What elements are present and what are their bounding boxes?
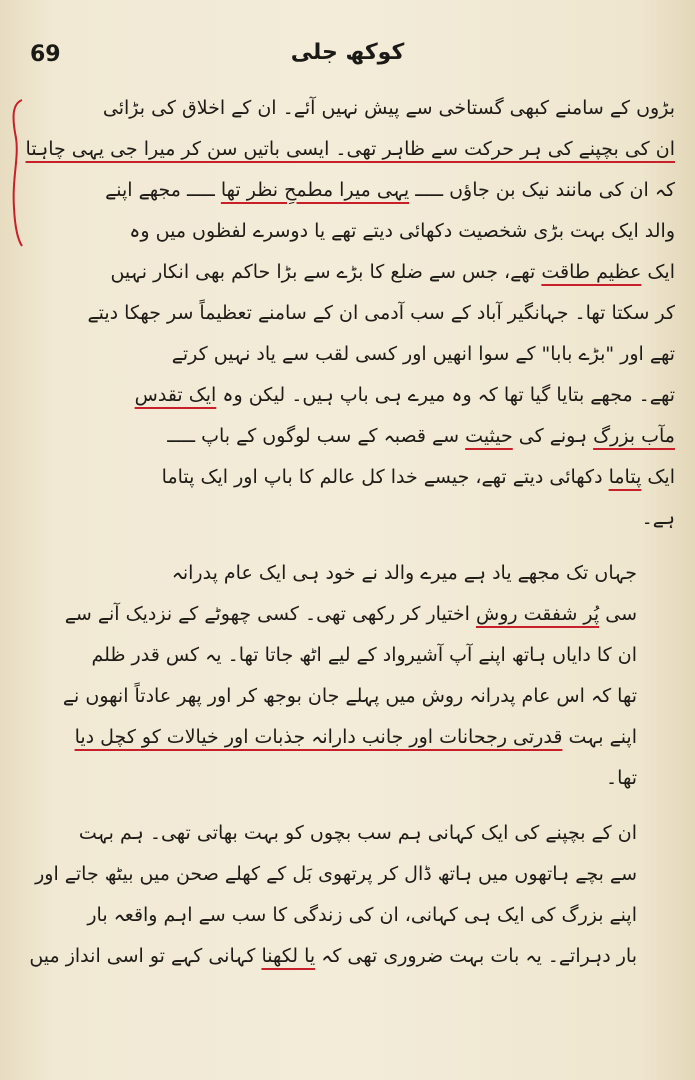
text-line <box>20 129 675 170</box>
text-line <box>20 211 675 252</box>
text-segment: کہانی کہے تو اسی انداز میں <box>29 945 262 967</box>
underlined-phrase: ان کی بچپنے کی ہر حرکت سے ظاہر تھی۔ ایسی باتیں سن کر میرا جی یہی چاہتا <box>25 138 675 160</box>
text-line <box>20 717 675 758</box>
text-line <box>20 252 675 293</box>
text-segment: دکھائی دیتے تھے، جیسے خدا کل عالم کا باپ اور ایک پتاما <box>161 466 609 488</box>
text-segment: والد ایک بہت بڑی شخصیت دکھائی دیتے تھے یا دوسرے لفظوں میں وہ <box>129 220 675 242</box>
text-segment: تھے، جس سے ضلع کا بڑے سے بڑا حاکم بھی انکار نہیں <box>110 261 542 283</box>
running-title: کوکھ جلی <box>290 40 405 65</box>
text-segment: تھا کہ اس عام پدرانہ روش میں پہلے جان بوجھ کر اور پھر عادتاً انھوں نے <box>62 685 637 707</box>
text-segment: اختیار کر رکھی تھی۔ کسی چھوٹے کے نزدیک آنے سے <box>64 603 476 625</box>
underlined-phrase: عظیم طاقت <box>541 261 642 283</box>
paragraph <box>20 88 675 539</box>
text-segment: تھا۔ <box>606 767 637 789</box>
underlined-phrase: قدرتی رجحانات اور جانب دارانہ جذبات اور خیالات کو کچل دیا <box>74 726 563 748</box>
underlined-phrase: پتاما <box>608 466 642 488</box>
text-line <box>20 170 675 211</box>
text-segment: تھے۔ مجھے بتایا گیا تھا کہ وہ میرے ہی باپ ہیں۔ لیکن وہ <box>216 384 675 406</box>
text-line <box>20 936 675 977</box>
text-line <box>20 676 675 717</box>
text-segment: بار دہراتے۔ یہ بات بہت ضروری تھی کہ <box>315 945 637 967</box>
body-text <box>20 88 675 977</box>
underlined-phrase: یہی میرا مطمحِ نظر تھا <box>220 179 410 201</box>
paragraph <box>20 813 675 977</box>
text-segment: ـــــ مجھے اپنے <box>105 179 221 201</box>
text-segment: ان کے بچپنے کی ایک کہانی ہم سب بچوں کو بہت بھاتی تھی۔ ہم بہت <box>78 822 637 844</box>
text-line <box>20 457 675 498</box>
text-line <box>20 635 675 676</box>
text-line <box>20 813 675 854</box>
text-line <box>20 498 675 539</box>
underlined-phrase: مآب بزرگ <box>593 425 675 447</box>
text-segment: سے قصبہ کے سب لوگوں کے باپ ـــــ <box>167 425 466 447</box>
text-segment: اپنے بزرگ کی ایک ہی کہانی، ان کی زندگی کا سب سے اہم واقعہ بار <box>87 904 637 926</box>
text-line <box>20 758 675 799</box>
text-segment: کہ ان کی مانند نیک بن جاؤں ـــــ <box>409 179 675 201</box>
text-segment: بڑوں کے سامنے کبھی گستاخی سے پیش نہیں آئے۔ ان کے اخلاق کی بڑائی <box>102 97 675 119</box>
text-line <box>20 594 675 635</box>
text-line <box>20 553 675 594</box>
text-line <box>20 293 675 334</box>
text-segment: جہاں تک مجھے یاد ہے میرے والد نے خود ہی ایک عام پدرانہ <box>171 562 637 584</box>
text-segment: سی <box>599 603 637 625</box>
underlined-phrase: ایک تقدس <box>134 384 217 406</box>
text-segment: تھے اور "بڑے بابا" کے سوا انھیں اور کسی لقب سے یاد نہیں کرتے <box>171 343 675 365</box>
text-line <box>20 854 675 895</box>
text-segment: ایک <box>641 261 675 283</box>
paragraph <box>20 553 675 799</box>
text-line <box>20 334 675 375</box>
underlined-phrase: پُر شفقت روش <box>476 603 600 625</box>
text-segment: ایک <box>641 466 675 488</box>
text-line <box>20 88 675 129</box>
text-segment: اپنے بہت <box>562 726 637 748</box>
text-segment: ان کا دایاں ہاتھ اپنے آپ آشیرواد کے لیے اٹھ جاتا تھا۔ یہ کس قدر ظلم <box>91 644 637 666</box>
underlined-phrase: حیثیت <box>465 425 513 447</box>
text-segment: ہے۔ <box>641 507 675 529</box>
text-segment: سے بچے ہاتھوں میں ہاتھ ڈال کر پرتھوی بَل کے کھلے صحن میں بیٹھ جاتے اور <box>35 863 637 885</box>
page-number: 69 <box>30 42 61 67</box>
text-segment: کر سکتا تھا۔ جہانگیر آباد کے سب آدمی ان کے سامنے تعظیماً سر جھکا دیتے <box>87 302 675 324</box>
text-line <box>20 895 675 936</box>
underlined-phrase: یا لکھنا <box>261 945 316 967</box>
text-segment: ہونے کی <box>512 425 594 447</box>
text-line <box>20 375 675 416</box>
text-line <box>20 416 675 457</box>
